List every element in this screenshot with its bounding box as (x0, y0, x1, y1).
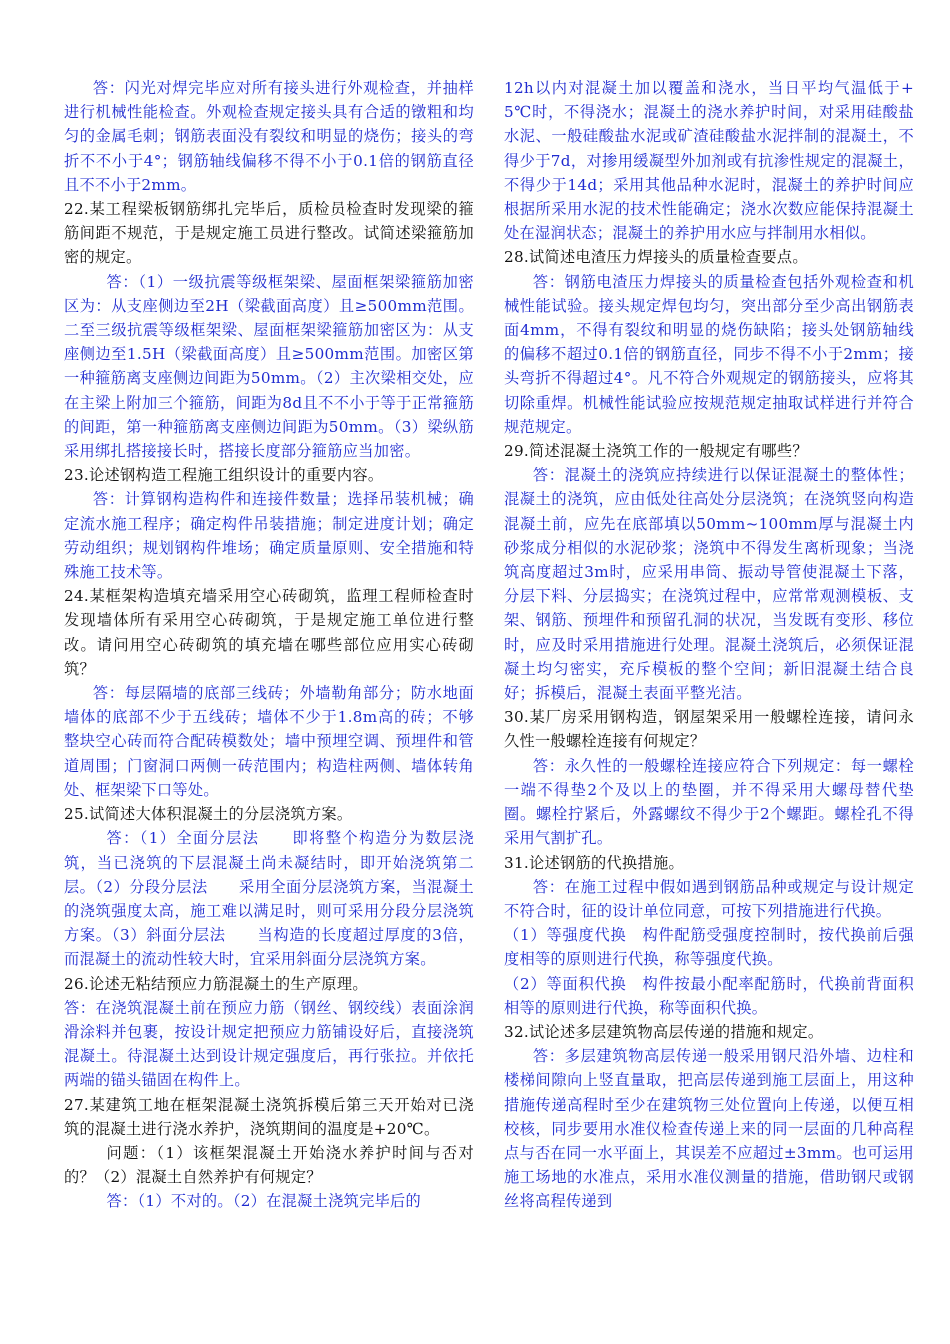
answer-text: 答：每层隔墙的底部三线砖；外墙勒角部分；防水地面墙体的底部不少于五线砖；墙体不少于1.8m高的砖；不够整块空心砖而符合配砖模数处；墙中预埋空调、预埋件和管道周围；门窗洞口两侧一砖范围内；构造柱两侧、墙体转角处、框架梁下口等处。 (64, 684, 474, 799)
answer-text: （1）等强度代换 构件配筋受强度控制时，按代换前后强度相等的原则进行代换，称等强度代换。 (504, 926, 914, 969)
answer-text: 答：混凝土的浇筑应持续进行以保证混凝土的整体性；混凝土的浇筑，应由低处往高处分层浇筑；在浇筑竖向构造混凝土前，应先在底部填以50mm~100mm厚与混凝土内砂浆成分相似的水泥砂浆；浇筑中不得发生离析现象；当浇筑高度超过3m时，应采用串筒、振动导管使混凝土下落，分层下料、分层捣实；在浇筑过程中，应常常观测模板、支架、钢筋、预埋件和预留孔洞的状况，当发既有变形、移位时，应及时采用措施进行处理。混凝土浇筑后，必须保证混凝土均匀密实，充斥模板的整个空间；新旧混凝土结合良好；拆模后，混凝土表面平整光洁。 (504, 466, 914, 703)
left-column (64, 76, 474, 1214)
question-text: 24.某框架构造填充墙采用空心砖砌筑，监理工程师检查时发现墙体所有采用空心砖砌筑，于是规定施工单位进行整改。请问用空心砖砌筑的填充墙在哪些部位应用实心砖砌筑？ (64, 587, 474, 678)
answer-text: 答：闪光对焊完毕应对所有接头进行外观检查，并抽样进行机械性能检查。外观检查规定接头具有合适的镦粗和均匀的金属毛刺；钢筋表面没有裂纹和明显的烧伤；接头的弯折不不小于4°；钢筋轴线偏移不得不小于0.1倍的钢筋直径且不不小于2mm。 (64, 79, 474, 194)
answer-text: 答：（1）一级抗震等级框架梁、屋面框架梁箍筋加密区为：从支座侧边至2H（梁截面高度）且≥500mm范围。二至三级抗震等级框架梁、屋面框架梁箍筋加密区为：从支座侧边至1.5H（梁截面高度）且≥500mm范围。加密区第一种箍筋离支座侧边间距为50mm。（2）主次梁相交处，应在主梁上附加三个箍筋，间距为8d且不不小于等于正常箍筋的间距，第一种箍筋离支座侧边间距为50mm。（3）梁纵筋采用绑扎搭接接长时，搭接长度部分箍筋应当加密。 (64, 272, 474, 461)
answer-text: 12h以内对混凝土加以覆盖和浇水，当日平均气温低于+5℃时，不得浇水；混凝土的浇水养护时间，对采用硅酸盐水泥、一般硅酸盐水泥或矿渣硅酸盐水泥拌制的混凝土，不得少于7d，对掺用缓凝型外加剂或有抗渗性规定的混凝土，不得少于14d；采用其他品种水泥时，混凝土的养护时间应根据所采用水泥的技术性能确定；浇水次数应能保持混凝土处在湿润状态；混凝土的养护用水应与拌制用水相似。 (504, 79, 914, 243)
answer-text: 答：在浇筑混凝土前在预应力筋（钢丝、钢绞线）表面涂润滑涂料并包裹，按设计规定把预应力筋铺设好后，直接浇筑混凝土。待混凝土达到设计规定强度后，再行张拉。并依托两端的锚头锚固在构件上。 (64, 998, 474, 1090)
question-text: 29.简述混凝土浇筑工作的一般规定有哪些？ (504, 442, 808, 461)
answer-text: 答：多层建筑物高层传递一般采用钢尺沿外墙、边柱和楼梯间隙向上竖直量取，把高层传递到施工层面上，用这种措施传递高程时至少在建筑物三处位置向上传递，以便互相校核，同步要用水准仪检查传递上来的同一层面的几种高程点与否在同一水平面上，其误差不应超过±3mm。也可运用施工场地的水准点，采用水准仪测量的措施，借助钢尺或钢丝将高程传递到 (504, 1047, 914, 1211)
answer-text: 答：钢筋电渣压力焊接头的质量检查包括外观检查和机械性能试验。接头规定焊包均匀，突出部分至少高出钢筋表面4mm，不得有裂纹和明显的烧伤缺陷；接头处钢筋轴线的偏移不超过0.1倍的钢筋直径，同步不得不小于2mm；接头弯折不得超过4°。凡不符合外观规定的钢筋接头，应将其切除重焊。机械性能试验应按规范规定抽取试样进行并符合规范规定。 (504, 272, 914, 436)
answer-text: 答：在施工过程中假如遇到钢筋品种或规定与设计规定不符合时，征的设计单位同意，可按下列措施进行代换。 (504, 877, 914, 920)
question-text: 22.某工程梁板钢筋绑扎完毕后，质检员检查时发现梁的箍筋间距不规范，于是规定施工员进行整改。试简述梁箍筋加密的规定。 (64, 200, 474, 267)
question-text: 23.论述钢构造工程施工组织设计的重要内容。 (64, 466, 384, 485)
question-text: 31.论述钢筋的代换措施。 (504, 853, 684, 872)
question-text: 28.试简述电渣压力焊接头的质量检查要点。 (504, 248, 808, 267)
answer-text: 答：（1）全面分层法 即将整个构造分为数层浇筑，当已浇筑的下层混凝土尚未凝结时，即开始浇筑第二层。（2）分段分层法 采用全面分层浇筑方案，当混凝土的浇筑强度太高，施工难以满足时，则可采用分段分层浇筑方案。（3）斜面分层法 当构造的长度超过厚度的3倍，而混凝土的流动性较大时，宜采用斜面分层浇筑方案。 (64, 829, 474, 969)
answer-text: 答：计算钢构造构件和连接件数量；选择吊装机械；确定流水施工程序；确定构件吊装措施；制定进度计划；确定劳动组织；规划钢构件堆场；确定质量原则、安全措施和特殊施工技术等。 (64, 490, 474, 582)
answer-text: （2）等面积代换 构件按最小配率配筋时，代换前背面积相等的原则进行代换，称等面积代换。 (504, 974, 914, 1017)
right-column (504, 76, 914, 1214)
question-text: 27.某建筑工地在框架混凝土浇筑拆模后第三天开始对已浇筑的混凝土进行浇水养护，浇筑期间的温度是+20℃。 (64, 1095, 474, 1138)
answer-text: 答：永久性的一般螺栓连接应符合下列规定：每一螺栓一端不得垫2个及以上的垫圈，并不得采用大螺母替代垫圈。螺栓拧紧后，外露螺纹不得少于2个螺距。螺栓孔不得采用气割扩孔。 (504, 756, 914, 848)
question-text: 26.论述无粘结预应力筋混凝土的生产原理。 (64, 974, 368, 993)
question-text: 问题：（1）该框架混凝土开始浇水养护时间与否对的？（2）混凝土自然养护有何规定？ (64, 1143, 474, 1187)
question-text: 25.试简述大体积混凝土的分层浇筑方案。 (64, 805, 353, 824)
question-text: 32.试论述多层建筑物高层传递的措施和规定。 (504, 1022, 824, 1041)
answer-text: 答：（1）不对的。（2）在混凝土浇筑完毕后的 (106, 1192, 422, 1211)
question-text: 30.某厂房采用钢构造，钢屋架采用一般螺栓连接，请问永久性一般螺栓连接有何规定？ (504, 708, 914, 751)
